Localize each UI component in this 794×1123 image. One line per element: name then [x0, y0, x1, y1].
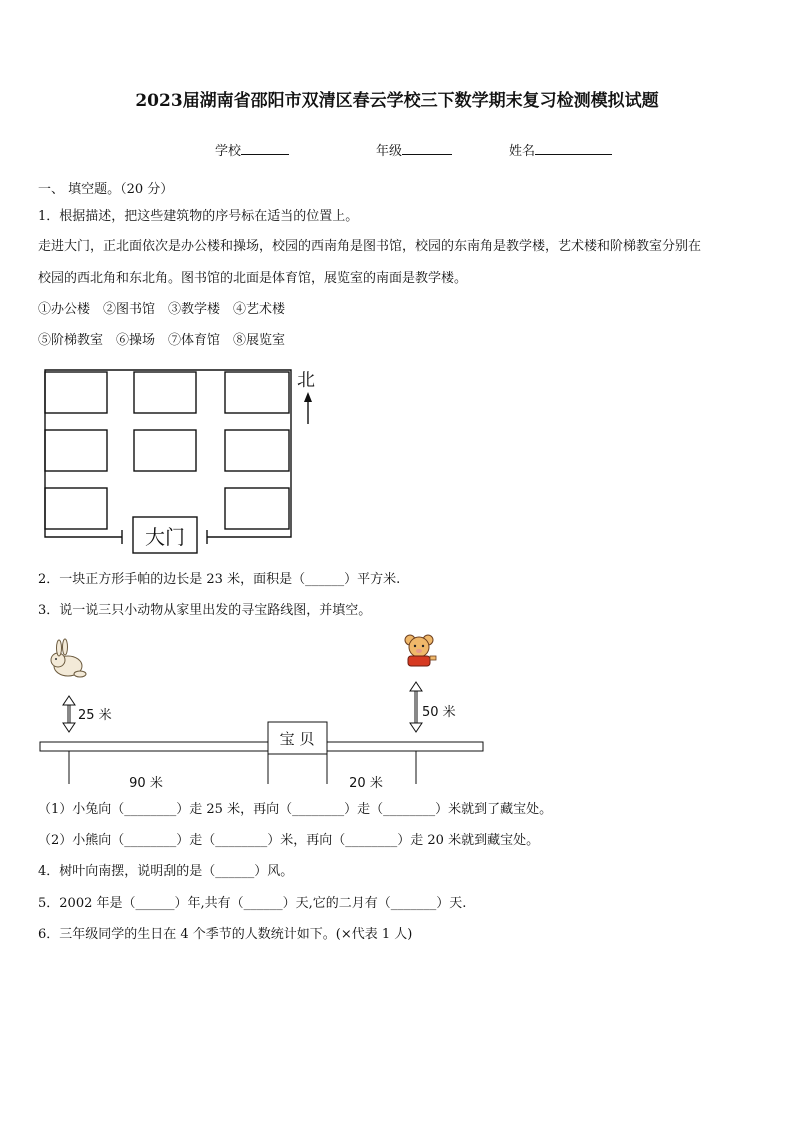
- name-label: 姓名: [509, 144, 536, 159]
- label-50m: 50 米: [422, 705, 456, 720]
- q2-text: 2．一块正方形手帕的边长是 23 米，面积是（______）平方米.: [38, 572, 401, 587]
- gate-label: 大门: [145, 525, 185, 549]
- q1-options-row1: ①办公楼 ②图书馆 ③教学楼 ④艺术楼: [38, 302, 286, 317]
- school-label: 学校: [215, 144, 242, 159]
- road: [40, 742, 483, 751]
- q1-prompt: 1．根据描述，把这些建筑物的序号标在适当的位置上。: [38, 209, 359, 224]
- school-blank: [241, 142, 289, 155]
- campus-boundary-left: [45, 370, 122, 537]
- plot-n: [134, 372, 196, 413]
- label-25m: 25 米: [78, 708, 112, 723]
- q1-options-row2: ⑤阶梯教室 ⑥操场 ⑦体育馆 ⑧展览室: [38, 333, 286, 348]
- plot-nw: [45, 372, 107, 413]
- grade-blank: [402, 142, 452, 155]
- q3-prompt: 3．说一说三只小动物从家里出发的寻宝路线图，并填空。: [38, 603, 372, 618]
- plot-se: [225, 488, 289, 529]
- bear-icon: [405, 635, 436, 666]
- campus-boundary-right: [122, 370, 291, 537]
- label-90m: 90 米: [129, 776, 163, 791]
- plot-sw: [45, 488, 107, 529]
- name-field: [509, 140, 612, 159]
- q5-text: 5．2002 年是（______）年,共有（______）天,它的二月有（_______）天.: [38, 896, 467, 911]
- q3-sub1: （1）小兔向（________）走 25 米，再向（________）走（________）米就到了藏宝处。: [38, 802, 553, 817]
- grade-field: [376, 140, 452, 159]
- treasure-route-diagram: [30, 628, 500, 793]
- north-label: 北: [297, 370, 315, 391]
- q1-description-line1: 走进大门，正北面依次是办公楼和操场，校园的西南角是图书馆，校园的东南角是教学楼，艺术楼和阶梯教室分别在: [38, 239, 702, 254]
- page-title: 2023届湖南省邵阳市双清区春云学校三下数学期末复习检测模拟试题: [135, 91, 659, 111]
- q3-sub2: （2）小熊向（________）走（________）米，再向（________）走 20 米就到藏宝处。: [38, 833, 540, 848]
- q1-description-line2: 校园的西北角和东北角。图书馆的北面是体育馆，展览室的南面是教学楼。: [38, 271, 468, 286]
- plot-center: [134, 430, 196, 471]
- grade-label: 年级: [376, 144, 403, 159]
- bear-distance-arrow: [410, 682, 422, 732]
- plot-ne: [225, 372, 289, 413]
- label-20m: 20 米: [349, 776, 383, 791]
- plot-w: [45, 430, 107, 471]
- section-heading: 一、 填空题。（20 分）: [38, 182, 174, 197]
- rabbit-icon: [51, 639, 86, 677]
- north-arrow-icon: [304, 392, 312, 424]
- rabbit-distance-arrow: [63, 696, 75, 732]
- campus-map: [38, 362, 338, 562]
- school-field: [215, 140, 289, 159]
- treasure-label: 宝 贝: [279, 730, 315, 748]
- name-blank: [535, 142, 612, 155]
- q6-text: 6．三年级同学的生日在 4 个季节的人数统计如下。(×代表 1 人): [38, 927, 413, 942]
- plot-e: [225, 430, 289, 471]
- q4-text: 4．树叶向南摆，说明刮的是（______）风。: [38, 864, 294, 879]
